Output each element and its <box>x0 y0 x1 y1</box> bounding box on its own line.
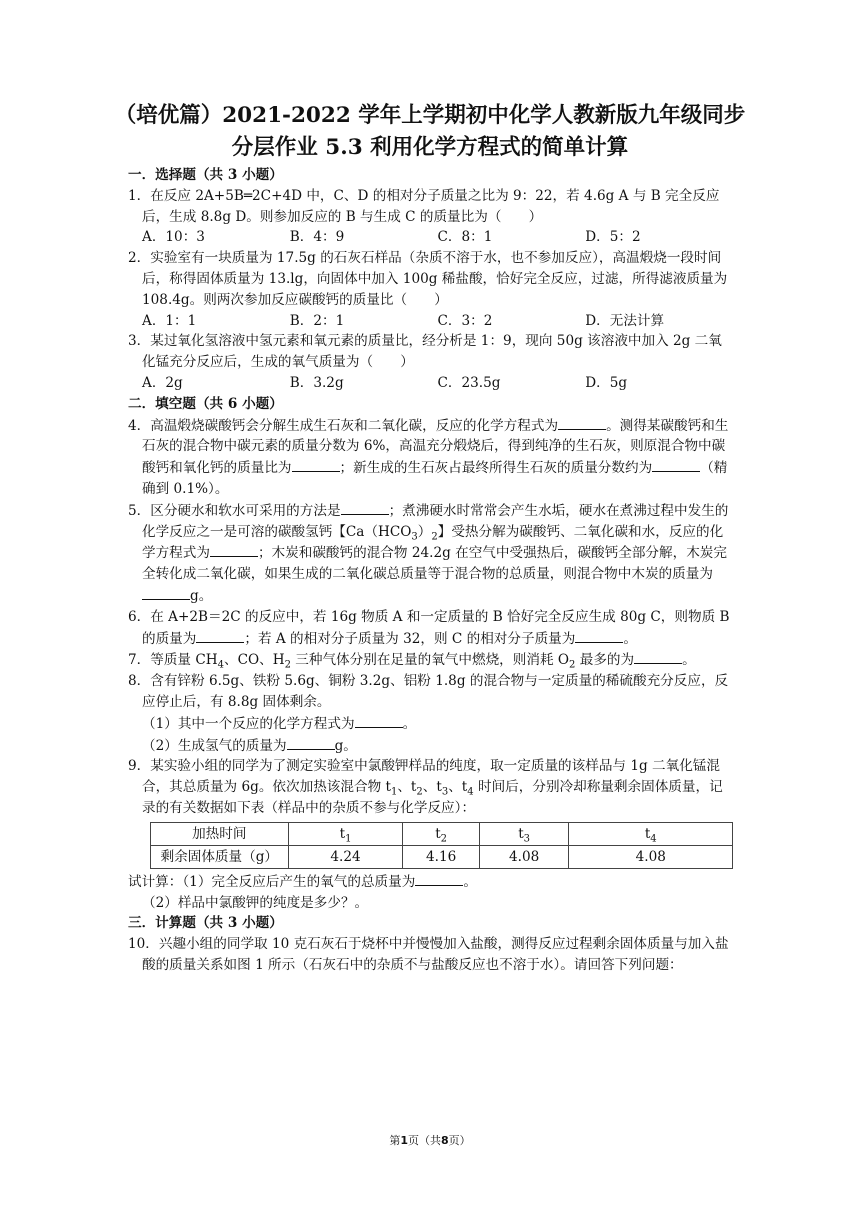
question-9-part-2: （2）样品中氯酸钾的纯度是多少？。 <box>142 894 369 911</box>
section-heading-choice: 一．选择题（共 3 小题） <box>128 167 283 183</box>
question-8-part-2: （2）生成氢气的质量为 g。 <box>128 735 733 757</box>
total-pages: 8 <box>441 1134 449 1147</box>
table-cell: 4.08 <box>569 845 733 868</box>
answer-blank[interactable] <box>575 628 623 643</box>
answer-blank[interactable] <box>142 585 190 600</box>
section-heading-fill: 二．填空题（共 6 小题） <box>128 395 283 412</box>
question-8-part-1: （1）其中一个反应的化学方程式为 。 <box>128 713 733 735</box>
question-7: 7．等质量 $CH_4$、CO、$H_2$ 三种气体分别在足量的氧气中燃烧，则消耗 $O_2$ 最多的为 。 <box>128 649 733 671</box>
table-header-cell: $t_1$ <box>288 822 403 845</box>
answer-blank[interactable] <box>634 649 682 664</box>
page-number: 1 <box>400 1134 408 1147</box>
question-5: 5．区分硬水和软水可采用的方法是 ；煮沸硬水时常常会产生水垢，硬水在煮沸过程中发生的化学反应之一是可溶的碳酸氢钙【$Ca(HCO_3)_2$】受热分解为碳酸钙、二氧化碳和水，反应的化学方程式为 ；木炭和碳酸钙的混合物 24.2g 在空气中受强热后，碳酸钙全部分解，木炭完全转化成二氧化碳，如果生成的二氧化碳总质量等于混合物的总质量，则混合物中木炭的质量为g。 <box>128 500 733 607</box>
table-header-cell: $t_2$ <box>403 822 479 845</box>
option-a: A．1：1 <box>142 312 197 329</box>
question-2: 2．实验室有一块质量为 17.5g 的石灰石样品（杂质不溶于水，也不参加反应），高温煅烧一段时间后，称得固体质量为 13.lg，向固体中加入 100g 稀盐酸，恰好完全反应，过滤，所得滤液质量为 108.4g。则两次参加反应碳酸钙的质量比（ ） <box>128 250 728 308</box>
section-heading-calc: 三．计算题（共 3 小题） <box>128 915 283 932</box>
answer-blank[interactable] <box>558 415 606 430</box>
option-c: C．8：1 <box>437 229 493 246</box>
table-header-cell: 加热时间 <box>151 822 289 845</box>
question-1-options <box>128 227 733 248</box>
answer-blank[interactable] <box>210 542 258 557</box>
table-header-cell: $t_4$ <box>569 822 733 845</box>
question-2-options <box>128 311 733 332</box>
table-header-cell: $t_3$ <box>479 822 569 845</box>
page-footer: 第1页（共8页） <box>389 1134 471 1147</box>
table-cell: 剩余固体质量（g） <box>151 845 289 868</box>
option-b: B．3.2g <box>289 374 344 391</box>
question-9-part-1: 试计算：（1）完全反应后产生的氧气的总质量为 。 <box>128 871 733 893</box>
option-c: C．3：2 <box>437 312 493 329</box>
option-d: D．无法计算 <box>585 312 665 329</box>
question-3-options <box>128 373 733 394</box>
option-b: B．4：9 <box>289 229 345 246</box>
answer-blank[interactable] <box>341 500 389 515</box>
answer-blank[interactable] <box>415 871 463 886</box>
data-table <box>150 822 733 869</box>
answer-blank[interactable] <box>287 735 335 750</box>
table-row <box>151 822 733 845</box>
answer-blank[interactable] <box>355 713 403 728</box>
question-10: 10．兴趣小组的同学取 10 克石灰石于烧杯中并慢慢加入盐酸，测得反应过程剩余固体质量与加入盐酸的质量关系如图 1 所示（石灰石中的杂质不与盐酸反应也不溶于水）。请回答下列问题： <box>128 936 729 973</box>
answer-blank[interactable] <box>652 457 700 472</box>
table-cell: 4.24 <box>288 845 403 868</box>
question-8: 8．含有锌粉 6.5g、铁粉 5.6g、铜粉 3.2g、铝粉 1.8g 的混合物与一定质量的稀硫酸充分反应，反应停止后，有 8.8g 固体剩余。 <box>128 673 729 710</box>
answer-blank[interactable] <box>196 628 244 643</box>
option-d: D．5g <box>585 374 628 391</box>
option-b: B．2：1 <box>289 312 345 329</box>
answer-blank[interactable] <box>292 457 340 472</box>
table-row <box>151 845 733 868</box>
table-cell: 4.08 <box>479 845 569 868</box>
table-cell: 4.16 <box>403 845 479 868</box>
question-1: 1．在反应 2A+5B═2C+4D 中，C、D 的相对分子质量之比为 9：22，若 4.6g A 与 B 完全反应后，生成 8.8g D。则参加反应的 B 与生成 C 的质量比为（ ） <box>128 187 720 225</box>
option-c: C．23.5g <box>437 374 501 391</box>
question-9: 9．某实验小组的同学为了测定实验室中氯酸钾样品的纯度，取一定质量的该样品与 1g 二氧化锰混合，其总质量为 6g。依次加热该混合物 $t_1$、$t_2$、$t_3$、$t_4$ 时间后，分别冷却称量剩余固体质量，记录的有关数据如下表（样品中的杂质不参与化学反应）： <box>128 758 723 816</box>
option-d: D．5：2 <box>585 229 641 246</box>
question-6: 6．在 A+2B＝2C 的反应中，若 16g 物质 A 和一定质量的 B 恰好完全反应生成 80g C，则物质 B 的质量为 ；若 A 的相对分子质量为 32，则 C 的相对分子质量为 。 <box>128 608 730 647</box>
question-3: 3．某过氧化氢溶液中氢元素和氧元素的质量比，经分析是 1：9，现向 50g 该溶液中加入 2g 二氧化锰充分反应后，生成的氧气质量为（ ） <box>128 333 722 371</box>
option-a: A．2g <box>142 374 183 391</box>
title-line-2: 分层作业 5.3 利用化学方程式的简单计算 <box>231 135 629 160</box>
document-body <box>128 165 733 976</box>
option-a: A．10：3 <box>142 229 205 246</box>
question-4: 4．高温煅烧碳酸钙会分解生成生石灰和二氧化碳，反应的化学方程式为 。测得某碳酸钙和生石灰的混合物中碳元素的质量分数为 6%，高温充分煅烧后，得到纯净的生石灰，则原混合物中碳酸钙和氧化钙的质量比为 ；新生成的生石灰占最终所得生石灰的质量分数约为 （精确到 0.1%）。 <box>128 415 733 500</box>
title-line-1: （培优篇）2021-2022 学年上学期初中化学人教新版九年级同步 <box>114 103 746 128</box>
